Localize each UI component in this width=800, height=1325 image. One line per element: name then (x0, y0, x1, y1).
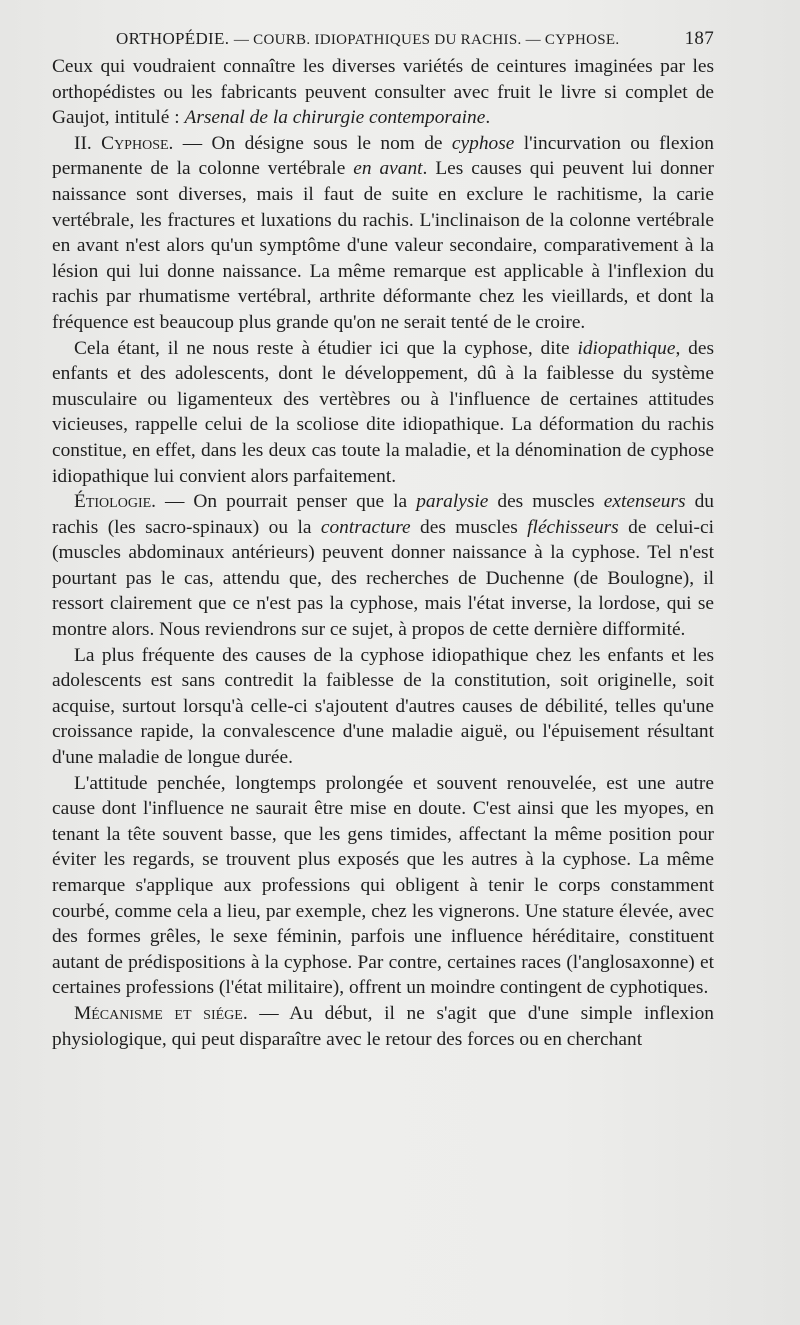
text-italic: contracture (320, 516, 411, 538)
text-italic: fléchisseurs (527, 516, 619, 538)
text-run: . Les causes qui peuvent lui donner naissance sont diverses, mais il faut de suite en exclure le rachitisme, la carie vertébrale, les fractures et luxations du rachis. L'inclinaison de la colonne vertébrale en avant n'est alors qu'un symptôme d'une valeur secondaire, comparativement à la lésion qui lui donne naissance. La même remarque est applicable à l'inflexion du rachis par rhumatisme vertébral, arthrite déformante chez les vieillards, et dont la fréquence est beaucoup plus grande qu'on ne serait tenté de le croire. (52, 158, 714, 333)
text-run: du rachis (les sacro-spinaux) ou la (52, 491, 714, 538)
text-run: l'incurvation ou flexion permanente de la colonne vertébrale (52, 132, 714, 180)
text-run: . — On désigne sous le nom de (168, 132, 452, 154)
text-italic: paralysie (416, 491, 489, 513)
text-run: Ceux qui voudraient connaître les diverses variétés de ceintures imaginées par les orthopédistes ou les fabricants peuvent consulter avec fruit le livre si complet de Gaujot, intitulé : (52, 56, 714, 129)
text-run: , des enfants et des adolescents, dont le développement, dû à la faiblesse du système musculaire ou ligamenteux des vertèbres ou à l'influence de certaines attitudes vicieuses, rappelle celui de la scoliose dite idiopathique. La déformation du rachis constitue, en effet, dans les deux cas toute la maladie, et la dénomination de cyphose idiopathique lui convient alors parfaitement. (52, 337, 714, 487)
header-title (116, 29, 619, 49)
page-number: 187 (684, 28, 714, 49)
text-run: Cela étant, il ne nous reste à étudier ici que la cyphose, dite (74, 337, 578, 359)
text-italic: cyphose (451, 132, 515, 154)
text-smallcaps: Mécanisme et siége (74, 1002, 243, 1024)
paragraph (52, 643, 714, 771)
body-text (52, 54, 714, 1052)
header-section: ORTHOPÉDIE. (116, 29, 230, 48)
text-run: L'attitude penchée, longtemps prolongée et souvent renouvelée, est une autre cause dont l'influence ne saurait être mise en doute. C'est ainsi que les myopes, en tenant la tête souvent basse, que les gens timides, affectant la même position pour éviter les regards, se trouvent plus exposés que les autres à la cyphose. La même remarque s'applique aux professions qui obligent à tenir le corps constamment courbé, comme cela a lieu, par exemple, chez les vignerons. Une stature élevée, avec des formes grêles, le sexe féminin, parfois une influence héréditaire, constituent autant de prédispositions à la cyphose. Par contre, certaines races (l'anglosaxonne) et certaines professions (l'état militaire), offrent un moindre contingent de cyphotiques. (52, 772, 714, 999)
text-italic: en avant (353, 158, 423, 180)
text-run: des muscles (488, 491, 604, 513)
text-italic: extenseurs (603, 491, 686, 513)
text-run: des muscles (410, 516, 528, 538)
text-run: II. (74, 132, 102, 154)
paragraph (52, 54, 714, 131)
text-run: La plus fréquente des causes de la cyphose idiopathique chez les enfants et les adolescents est sans contredit la faiblesse de la constitution, soit originelle, soit acquise, surtout lorsqu'à celle-ci s'ajoutent d'autres causes de débilité, telles qu'une croissance rapide, la convalescence d'une maladie aiguë, ou l'épuisement résultant d'une maladie de longue durée. (52, 644, 714, 769)
paragraph (52, 489, 714, 643)
paragraph (52, 1001, 714, 1052)
text-run: de celui-ci (muscles abdominaux antérieurs) peuvent donner naissance à la cyphose. Tel n'est pourtant pas le cas, attendu que, des recherches de Duchenne (de Boulogne), il ressort clairement que ce n'est pas la cyphose, mais l'état inverse, la lordose, qui se montre alors. Nous reviendrons sur ce sujet, à propos de cette dernière difformité. (52, 516, 714, 641)
text-italic: Arsenal de la chirurgie contemporaine (184, 107, 486, 129)
paragraph (52, 336, 714, 490)
header-subtitle: — COURB. IDIOPATHIQUES DU RACHIS. — CYPHOSE. (233, 32, 620, 48)
paragraph (52, 131, 714, 336)
running-header (52, 28, 714, 50)
text-run: . — On pourrait penser que la (151, 491, 417, 513)
text-smallcaps: Étiologie (74, 491, 152, 513)
paragraph (52, 771, 714, 1001)
text-run: . (485, 107, 491, 129)
text-italic: idiopathique (577, 337, 676, 359)
text-run: . — Au début, il ne s'agit que d'une simple inflexion physiologique, qui peut disparaître avec le retour des forces ou en cherchant (52, 1002, 714, 1050)
text-smallcaps: Cyphose (101, 132, 169, 154)
